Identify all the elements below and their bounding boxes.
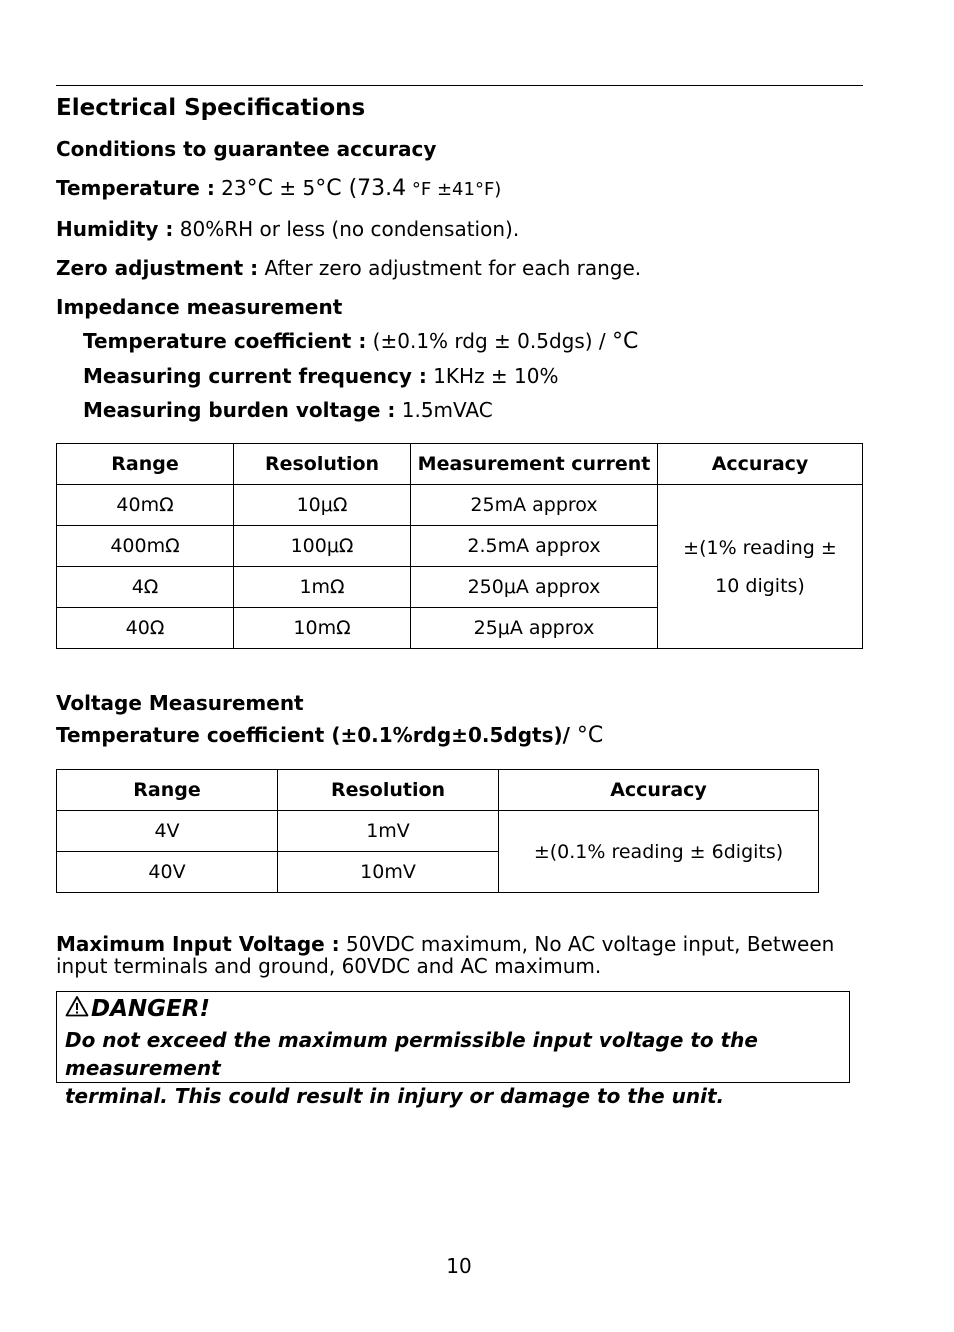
resolution-cell: 1mΩ [234,567,411,608]
range-cell: 400mΩ [57,526,234,567]
conditions-heading: Conditions to guarantee accuracy [56,137,437,161]
voltage-table [56,769,819,893]
max-input-label: Maximum Input Voltage : [56,932,340,956]
resolution-cell: 10μΩ [234,485,411,526]
range-cell: 40mΩ [57,485,234,526]
temperature-value-2: ± 5 [273,176,316,200]
header-range: Range [57,444,234,485]
current-cell: 25mA approx [411,485,658,526]
accuracy-line-2: 10 digits) [715,574,805,597]
current-cell: 2.5mA approx [411,526,658,567]
resolution-cell: 1mV [278,811,499,852]
humidity-value: 80%RH or less (no condensation). [173,217,520,241]
temperature-unit-2: °C [315,176,342,201]
zero-adjustment-value: After zero adjustment for each range. [258,256,642,280]
impedance-table [56,443,863,649]
temperature-value-4: °F ±41°F) [406,179,502,200]
accuracy-cell [658,485,863,649]
header-resolution: Resolution [234,444,411,485]
accuracy-cell: ±(0.1% reading ± 6digits) [499,811,819,893]
temperature-label: Temperature : [56,176,215,200]
page-number: 10 [446,1254,472,1278]
frequency-value: 1KHz ± 10% [426,364,559,388]
section-heading: Electrical Specifications [56,95,366,121]
temperature-unit-1: °C [246,176,274,201]
danger-text-line-2: terminal. This could result in injury or damage to the unit. [65,1084,725,1108]
header-resolution: Resolution [278,770,499,811]
burden-value: 1.5mVAC [395,398,493,422]
table-row [57,485,863,526]
header-accuracy: Accuracy [499,770,819,811]
impedance-heading: Impedance measurement [56,295,343,319]
burden-label: Measuring burden voltage : [83,398,396,422]
voltage-temp-coeff-unit: °C [576,723,604,748]
voltage-heading: Voltage Measurement [56,691,304,715]
frequency-label: Measuring current frequency : [83,364,427,388]
header-range: Range [57,770,278,811]
accuracy-line-1: ±(1% reading ± [683,536,837,559]
voltage-temp-coeff-line [56,723,603,748]
danger-title: DANGER! [91,996,210,1022]
impedance-table-header [57,444,863,485]
range-cell: 4V [57,811,278,852]
impedance-temp-coeff-value: (±0.1% rdg ± 0.5dgs) / [366,329,613,353]
voltage-table-header [57,770,819,811]
temperature-value-3: (73.4 [341,176,407,201]
table-row [57,811,819,852]
resolution-cell: 10mV [278,852,499,893]
temperature-value-1: 23 [214,176,247,200]
resolution-cell: 10mΩ [234,608,411,649]
current-cell: 250μA approx [411,567,658,608]
danger-box [56,991,850,1108]
voltage-temp-coeff: Temperature coefficient (±0.1%rdg±0.5dgts)/ [56,723,577,747]
zero-adjustment-line [56,256,641,280]
top-rule [56,85,863,86]
humidity-line [56,217,519,241]
max-input-value: 50VDC maximum, No AC voltage input, Between input terminals and ground, 60VDC and AC maximum. [56,932,835,978]
humidity-label: Humidity : [56,217,174,241]
current-cell: 25μA approx [411,608,658,649]
impedance-temp-coeff-unit: °C [612,329,639,354]
range-cell: 40V [57,852,278,893]
danger-heading [65,994,841,1024]
header-accuracy: Accuracy [658,444,863,485]
warning-triangle-icon [65,995,89,1023]
danger-text-line-1: Do not exceed the maximum permissible input voltage to the measurement [65,1028,758,1080]
max-input-voltage [56,933,856,977]
range-cell: 4Ω [57,567,234,608]
frequency-line [83,364,559,388]
range-cell: 40Ω [57,608,234,649]
danger-text [65,1026,841,1110]
temperature-line [56,176,501,201]
zero-adjustment-label: Zero adjustment : [56,256,259,280]
header-measurement-current: Measurement current [411,444,658,485]
impedance-temp-coeff-label: Temperature coefficient : [83,329,367,353]
impedance-temp-coeff-line [83,329,638,354]
burden-line [83,398,493,422]
resolution-cell: 100μΩ [234,526,411,567]
